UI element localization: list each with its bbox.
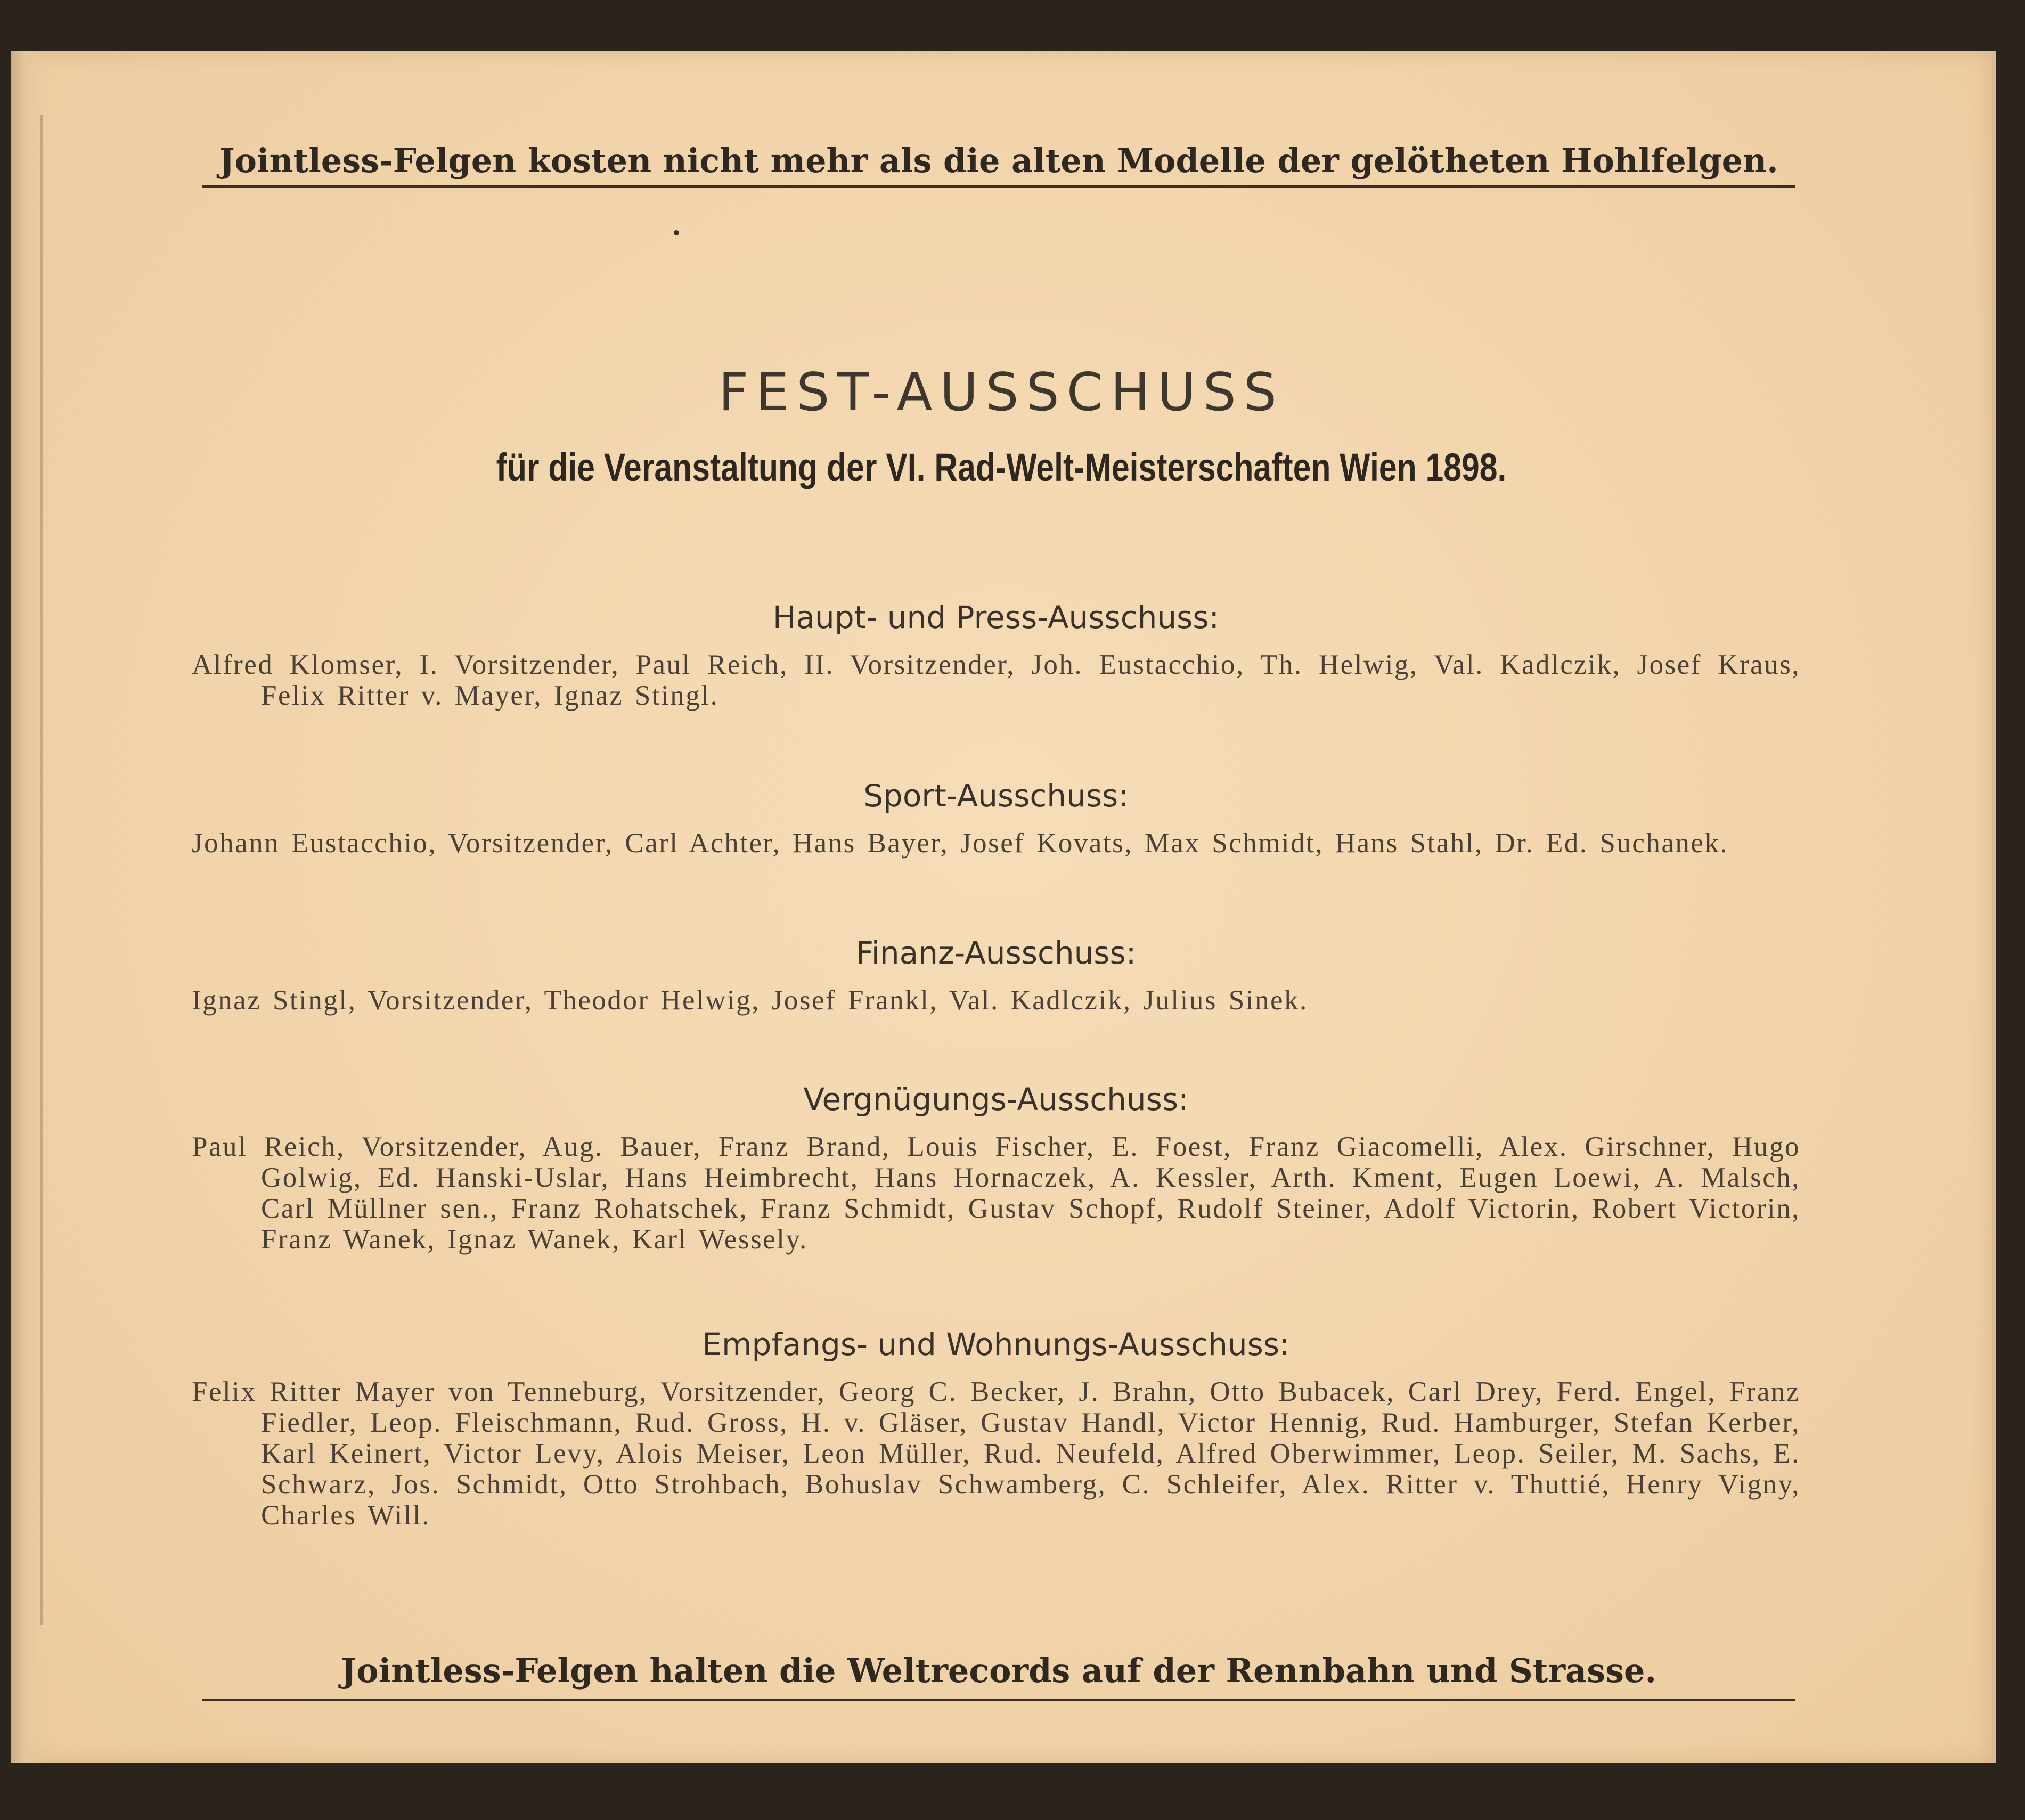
section-members: Ignaz Stingl, Vorsitzender, Theodor Helwig, Josef Frankl, Val. Kadlczik, Julius Sinek. [192,985,1308,1016]
committee-section-sport [192,778,1800,859]
section-heading: Empfangs- und Wohnungs-Ausschuss: [702,1326,1290,1362]
section-members: Alfred Klomser, I. Vorsitzender, Paul Reich, II. Vorsitzender, Joh. Eustacchio, Th. Helwig, Val. Kadlczik, Josef Kraus, Felix Ritter v. Mayer, Ignaz Stingl. [192,649,1800,711]
page-title: FEST-AUSSCHUSS [718,362,1285,423]
section-members: Johann Eustacchio, Vorsitzender, Carl Achter, Hans Bayer, Josef Kovats, Max Schmidt, Hans Stahl, Dr. Ed. Suchanek. [192,828,1729,859]
binding-edge-line [40,115,43,1625]
committee-section-finanz [192,935,1800,1016]
section-members: Paul Reich, Vorsitzender, Aug. Bauer, Franz Brand, Louis Fischer, E. Foest, Franz Giacomelli, Alex. Girschner, Hugo Golwig, Ed. Hanski-Uslar, Hans Heimbrecht, Hans Hornaczek, A. Kessler, Arth. Kment, Eugen Loewi, A. Malsch, Carl Müllner sen., Franz Rohatschek, Franz Schmidt, Gustav Schopf, Rudolf Steiner, Adolf Victorin, Robert Victorin, Franz Wanek, Ignaz Wanek, Karl Wessely. [192,1131,1800,1255]
section-heading: Vergnügungs-Ausschuss: [803,1081,1189,1117]
section-heading: Sport-Ausschuss: [863,778,1129,814]
page-subtitle: für die Veranstaltung der VI. Rad-Welt-Meisterschaften Wien 1898. [496,445,1507,489]
committee-section-empfang [192,1326,1800,1531]
committee-section-haupt [192,599,1800,711]
document-page [11,51,1996,1763]
committee-section-vergnuegung [192,1081,1800,1255]
section-heading: Finanz-Ausschuss: [855,935,1137,971]
ink-speck [674,230,679,235]
section-members: Felix Ritter Mayer von Tenneburg, Vorsitzender, Georg C. Becker, J. Brahn, Otto Bubacek, Carl Drey, Ferd. Engel, Franz Fiedler, Leop. Fleischmann, Rud. Gross, H. v. Gläser, Gustav Handl, Victor Hennig, Rud. Hamburger, Stefan Kerber, Karl Keinert, Victor Levy, Alois Meiser, Leon Müller, Rud. Neufeld, Alfred Oberwimmer, Leop. Seiler, M. Sachs, E. Schwarz, Jos. Schmidt, Otto Strohbach, Bohuslav Schwamberg, C. Schleifer, Alex. Ritter v. Thuttié, Henry Vigny, Charles Will. [192,1376,1800,1531]
section-heading: Haupt- und Press-Ausschuss: [772,599,1220,635]
top-advert-banner: Jointless-Felgen kosten nicht mehr als die alten Modelle der gelötheten Hohlfelgen. [202,141,1795,188]
bottom-advert-banner: Jointless-Felgen halten die Weltrecords auf der Rennbahn und Strasse. [202,1651,1795,1701]
